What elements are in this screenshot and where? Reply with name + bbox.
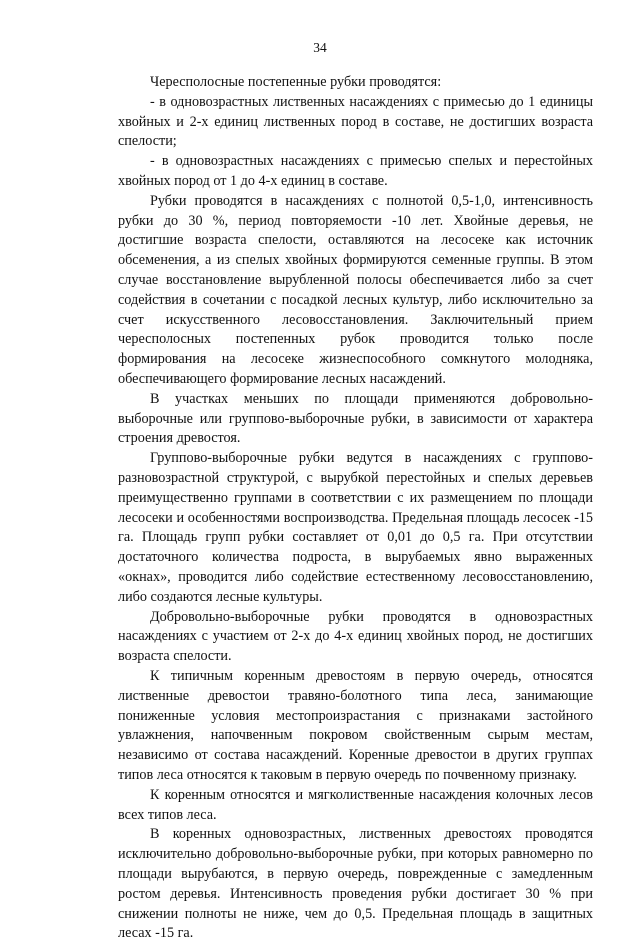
text-line: Добровольно-выборочные рубки проводятся в одновозрастных — [150, 608, 593, 625]
text-line: либо создаются лесные культуры. — [118, 588, 323, 605]
page-number: 34 — [313, 40, 327, 55]
text-line: формирования на лесосеке жизнеспособного сомкнутого молодняка, — [118, 351, 593, 368]
text-line: площади вырубаются, в первую очередь, поврежденные с замедленным — [118, 866, 593, 882]
text-line: исключительно добровольно-выборочные рубки, при которых равномерно по — [118, 846, 593, 863]
text-line: обсеменения, а из спелых хвойных формируются семенные группы. В этом — [118, 252, 593, 269]
text-line: разновозрастной структурой, с вырубкой перестойных и спелых деревьев — [118, 470, 593, 486]
text-line: выборочные или группово-выборочные рубки, в зависимости от характера — [118, 410, 593, 427]
text-line: Группово-выборочные рубки ведутся в насаждениях с группово- — [150, 450, 593, 467]
text-line: лесах -15 га. — [118, 925, 194, 942]
text-line: «окнах», проводится либо содействие естественному лесовосстановлению, — [118, 569, 593, 585]
text-line: возраста спелости. — [118, 648, 232, 665]
text-line: Рубки проводятся в насаждениях с полнотой 0,5-1,0, интенсивность — [150, 192, 593, 209]
text-line: спелости; — [118, 133, 177, 150]
text-line: рубки до 30 %, период повторяемости -10 лет. Хвойные деревья, не — [118, 212, 593, 229]
text-line: снижении полноты не ниже, чем до 0,5. Предельная площадь в защитных — [118, 905, 593, 922]
text-line: В коренных одновозрастных, лиственных древостоях проводятся — [150, 826, 593, 843]
text-line: независимо от состава насаждений. Коренные древостои в других группах — [118, 747, 593, 764]
text-line: пониженные условия местопроизрастания с признаками застойного — [118, 707, 593, 724]
text-line: лиственные древостои травяно-болотного типа леса, занимающие — [118, 687, 593, 704]
text-line: увлажнения, напочвенным покровом свойственным сырым местам, — [118, 727, 593, 744]
text-line: строения древостоя. — [118, 430, 241, 447]
text-line: га. Площадь групп рубки составляет от 0,01 до 0,5 га. При отсутствии — [118, 529, 593, 546]
text-line: - в одновозрастных насаждениях с примесью спелых и перестойных — [150, 153, 593, 170]
text-line: хвойных пород от 1 до 4-х единиц в составе. — [118, 173, 388, 189]
text-line: достигшие возраста спелости, оставляются на лесосеке как источник — [118, 232, 593, 249]
text-line: всех типов леса. — [118, 806, 217, 823]
text-line: обеспечивающего формирование лесных насаждений. — [118, 371, 446, 387]
text-line: содействия в сочетании с посадкой лесных культур, либо исключительно за — [118, 291, 593, 308]
text-line: достаточного количества подроста, в вырубаемых явно выраженных — [118, 549, 593, 566]
text-line: насаждениях с участием от 2-х до 4-х единиц хвойных пород, не достигших — [118, 628, 593, 645]
text-line: В участках меньших по площади применяются добровольно- — [150, 390, 593, 407]
text-line: Чересполосные постепенные рубки проводятся: — [150, 74, 442, 90]
text-line: К коренным относятся и мягколиственные насаждения колочных лесов — [150, 786, 593, 803]
text-line: случае восстановление вырубленной полосы обеспечивается либо за счет — [118, 272, 593, 288]
text-line: счет искусственного лесовосстановления. Заключительный прием — [118, 311, 593, 328]
text-line: типов леса относятся к таковым в первую очередь по почвенному признаку. — [118, 767, 577, 783]
text-line: ростом деревья. Интенсивность проведения рубки достигает 30 % при — [118, 885, 593, 902]
text-line: хвойных и 2-х единиц лиственных пород в составе, не достигших возраста — [118, 113, 593, 130]
text-line: чересполосных постепенных рубок проводится только после — [118, 331, 593, 348]
text-line: - в одновозрастных лиственных насаждениях с примесью до 1 единицы — [150, 93, 593, 110]
text-line: преимущественно группами в соответствии с их размещением по площади — [118, 489, 593, 506]
text-line: лесосеки и особенностями воспроизводства. Предельная площадь лесосек -15 — [118, 509, 593, 526]
text-line: К типичным коренным древостоям в первую очередь, относятся — [150, 668, 593, 684]
